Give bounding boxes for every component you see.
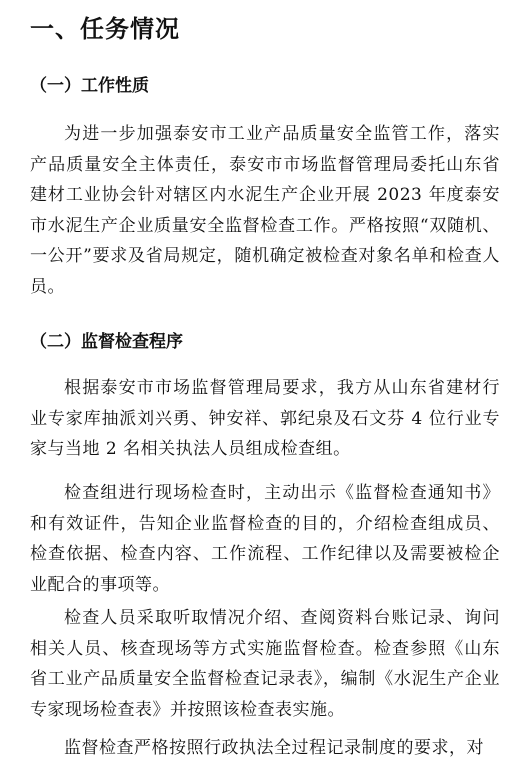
paragraph-procedure-3: 检查人员采取听取情况介绍、查阅资料台账记录、询问相关人员、核查现场等方式实施监督检查。检查参照《山东省工业产品质量安全监督检查记录表》，编制《水泥生产企业专家现场检查表》并按照该检查表实施。 <box>30 608 500 720</box>
paragraph-procedure-1: 根据泰安市市场监督管理局要求，我方从山东省建材行业专家库抽派刘兴勇、钟安祥、郭纪泉及石文芬 4 位行业专家与当地 2 名相关执法人员组成检查组。 <box>30 378 500 459</box>
subsection-heading-procedure: （二）监督检查程序 <box>30 332 183 352</box>
section-title: 一、任务情况 <box>30 15 180 43</box>
subsection-heading-work-nature: （一）工作性质 <box>30 76 149 96</box>
paragraph-procedure-2: 检查组进行现场检查时，主动出示《监督检查通知书》和有效证件，告知企业监督检查的目的，介绍检查组成员、检查依据、检查内容、工作流程、工作纪律以及需要被检企业配合的事项等。 <box>30 483 500 595</box>
paragraph-procedure-4: 监督检查严格按照行政执法全过程记录制度的要求，对 <box>64 738 484 758</box>
paragraph-work-nature: 为进一步加强泰安市工业产品质量安全监管工作，落实产品质量安全主体责任，泰安市市场监督管理局委托山东省建材工业协会针对辖区内水泥生产企业开展 2023 年度泰安市水泥生产企业质量安全监督检查工作。严格按照“双随机、一公开”要求及省局规定，随机确定被检查对象名单和检查人员。 <box>30 124 500 297</box>
